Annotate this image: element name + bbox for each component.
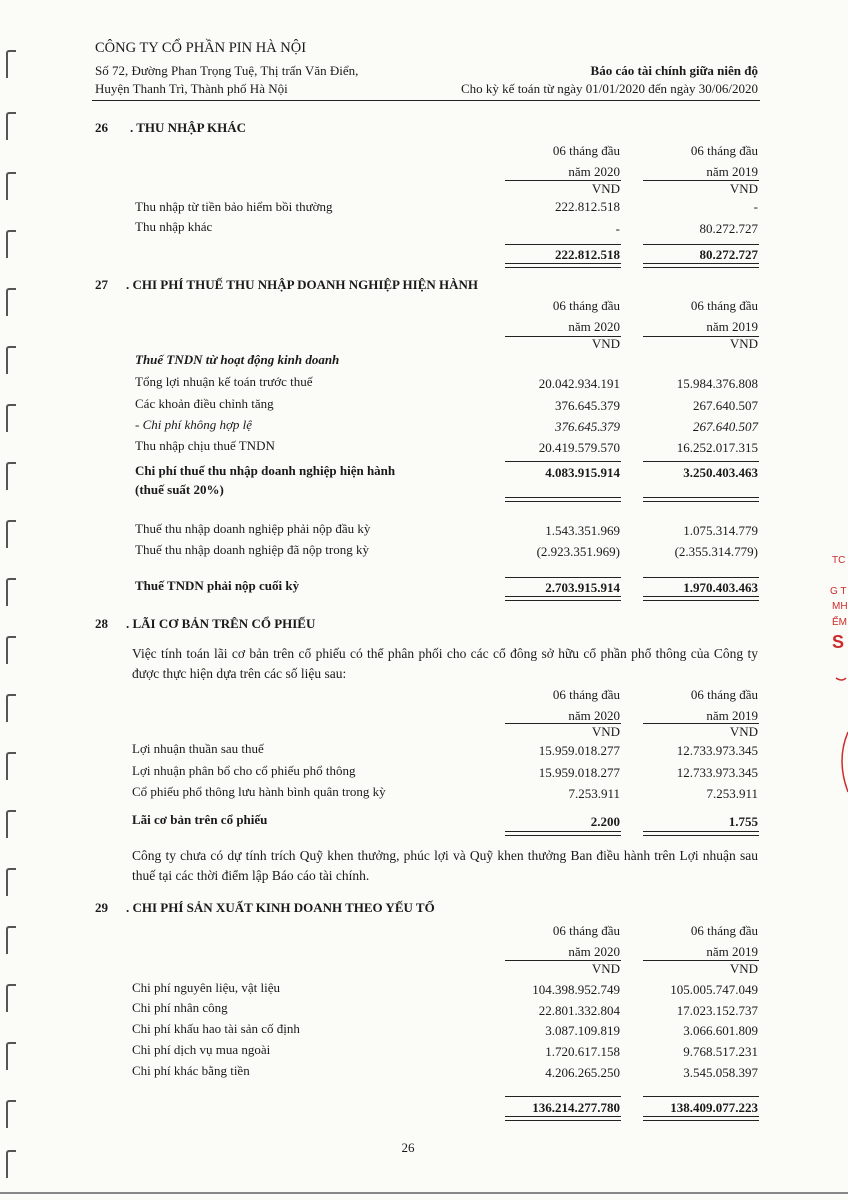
table-cell-2019: 12.733.973.345	[676, 765, 758, 780]
table-cell-2020: 104.398.952.749	[532, 982, 620, 997]
stamp-text: MH	[832, 601, 848, 612]
eps-label: Lãi cơ bản trên cổ phiếu	[132, 812, 268, 827]
unit-label: VND	[591, 181, 620, 196]
double-rule	[643, 596, 759, 601]
col-2019-header: 06 tháng đầu năm 2019	[690, 687, 758, 723]
stamp-text: S	[832, 632, 845, 652]
company-name: CÔNG TY CỔ PHẦN PIN HÀ NỘI	[95, 40, 307, 56]
header-rule	[92, 100, 760, 101]
eps-2020: 2.200	[590, 814, 620, 829]
section-29-title: . CHI PHÍ SẢN XUẤT KINH DOANH THEO YẾU TỐ	[126, 900, 435, 915]
table-row-label: Cổ phiếu phổ thông lưu hành bình quân trong kỳ	[132, 784, 386, 799]
total-rule	[643, 577, 759, 578]
table-cell-2019: 15.984.376.808	[676, 376, 758, 391]
table-row-label: Thuế thu nhập doanh nghiệp phải nộp đầu kỳ	[135, 521, 371, 536]
total-rule	[505, 1096, 621, 1097]
table-cell-2020: 15.959.018.277	[538, 743, 620, 758]
binder-hole	[6, 926, 16, 954]
table-cell-2020: 376.645.379	[555, 419, 620, 434]
unit-label: VND	[729, 181, 758, 196]
table-row-label: Chi phí dịch vụ mua ngoài	[132, 1042, 271, 1057]
table-cell-2019: 7.253.911	[706, 786, 758, 801]
subsection-heading: Thuế TNDN từ hoạt động kinh doanh	[135, 352, 340, 367]
table-row-label: - Chi phí không hợp lệ	[135, 417, 253, 432]
table-cell-2020: 7.253.911	[568, 786, 620, 801]
unit-label: VND	[591, 724, 620, 739]
table-row-label: Thu nhập chịu thuế TNDN	[135, 438, 275, 453]
table-cell-2020: 1.543.351.969	[545, 523, 620, 538]
table-row-label: Thu nhập từ tiền bảo hiểm bồi thường	[135, 199, 333, 214]
table-row-label: Tổng lợi nhuận kế toán trước thuế	[135, 374, 313, 389]
stamp-text: G T	[830, 586, 847, 597]
binder-hole	[6, 810, 16, 838]
total-rule	[505, 244, 621, 245]
table-cell-2020: 4.206.265.250	[545, 1065, 620, 1080]
col-2020-header: 06 tháng đầu năm 2020	[552, 143, 620, 179]
total-rule	[643, 244, 759, 245]
double-rule	[505, 831, 621, 836]
section-27-number: 27	[95, 277, 108, 292]
total-2020: 136.214.277.780	[532, 1100, 620, 1115]
table-cell-2020: 222.812.518	[555, 199, 620, 214]
stamp-text: ẾM	[832, 617, 847, 628]
binder-hole	[6, 230, 16, 258]
col-2019-header: 06 tháng đầu năm 2019	[690, 298, 758, 334]
table-row-label: Chi phí nhân công	[132, 1000, 228, 1015]
table-cell-2020: 20.042.934.191	[538, 376, 620, 391]
table-row-label: Thu nhập khác	[135, 219, 213, 234]
table-cell-2019: 16.252.017.315	[676, 440, 758, 455]
double-rule	[505, 497, 621, 502]
company-address-line1: Số 72, Đường Phan Trọng Tuệ, Thị trấn Văn Điển,	[95, 63, 359, 78]
unit-label: VND	[729, 724, 758, 739]
total-2019: 80.272.727	[699, 247, 758, 262]
table-row-label: Lợi nhuận thuần sau thuế	[132, 741, 264, 756]
table-cell-2020: 22.801.332.804	[538, 1003, 620, 1018]
section-27-title: . CHI PHÍ THUẾ THU NHẬP DOANH NGHIỆP HIỆN HÀNH	[126, 277, 479, 292]
table-cell-2019: 80.272.727	[699, 221, 758, 236]
section-28-number: 28	[95, 616, 108, 631]
cit-label: Chi phí thuế thu nhập doanh nghiệp hiện hành	[135, 463, 396, 478]
binder-hole	[6, 462, 16, 490]
double-rule	[643, 497, 759, 502]
closing-tax-2020: 2.703.915.914	[545, 580, 620, 595]
table-cell-2019: 105.005.747.049	[670, 982, 758, 997]
double-rule	[643, 263, 759, 268]
unit-label: VND	[729, 336, 758, 351]
table-row-label: Chi phí khác bằng tiền	[132, 1063, 250, 1078]
table-cell-2020: -	[615, 221, 620, 236]
total-2019: 138.409.077.223	[670, 1100, 758, 1115]
binder-hole	[6, 868, 16, 896]
table-cell-2019: 12.733.973.345	[676, 743, 758, 758]
table-cell-2020: 1.720.617.158	[545, 1044, 620, 1059]
cit-2019: 3.250.403.463	[683, 465, 758, 480]
double-rule	[505, 1116, 621, 1121]
binder-hole	[6, 404, 16, 432]
binder-hole	[6, 752, 16, 780]
binder-hole	[6, 578, 16, 606]
table-cell-2019: -	[753, 199, 758, 214]
table-cell-2020: 15.959.018.277	[538, 765, 620, 780]
eps-2019: 1.755	[728, 814, 758, 829]
table-cell-2019: 267.640.507	[693, 419, 758, 434]
unit-label: VND	[729, 961, 758, 976]
table-cell-2019: 9.768.517.231	[683, 1044, 758, 1059]
binder-hole	[6, 984, 16, 1012]
total-2020: 222.812.518	[555, 247, 620, 262]
table-row-label: Thuế thu nhập doanh nghiệp đã nộp trong kỳ	[135, 542, 369, 557]
binder-hole	[6, 1100, 16, 1128]
report-title: Báo cáo tài chính giữa niên độ	[590, 63, 758, 78]
table-cell-2020: (2.923.351.969)	[536, 544, 620, 559]
table-cell-2020: 376.645.379	[555, 398, 620, 413]
binder-hole	[6, 50, 16, 78]
total-rule	[505, 577, 621, 578]
col-2020-header: 06 tháng đầu năm 2020	[552, 298, 620, 334]
section-28-note: Công ty chưa có dự tính trích Quỹ khen thưởng, phúc lợi và Quỹ khen thưởng Ban điều hành trên Lợi nhuận sau thuế tại các thời điểm lập Báo cáo tài chính.	[132, 848, 758, 883]
total-rule	[643, 1096, 759, 1097]
table-cell-2020: 3.087.109.819	[545, 1023, 620, 1038]
col-2020-header: 06 tháng đầu năm 2020	[552, 687, 620, 723]
table-row-label: Chi phí khấu hao tài sản cố định	[132, 1021, 300, 1036]
binder-hole	[6, 694, 16, 722]
table-row-label: Chi phí nguyên liệu, vật liệu	[132, 980, 281, 995]
section-28-title: . LÃI CƠ BẢN TRÊN CỔ PHIẾU	[126, 616, 316, 631]
total-rule	[643, 461, 759, 462]
section-26-number: 26	[95, 120, 108, 135]
binder-hole	[6, 520, 16, 548]
binder-hole	[6, 1042, 16, 1070]
col-2019-header: 06 tháng đầu năm 2019	[690, 143, 758, 179]
unit-label: VND	[591, 336, 620, 351]
table-cell-2019: (2.355.314.779)	[674, 544, 758, 559]
table-row-label: Lợi nhuận phân bổ cho cổ phiếu phổ thông	[132, 763, 356, 778]
table-cell-2019: 3.545.058.397	[683, 1065, 758, 1080]
binder-hole	[6, 288, 16, 316]
total-rule	[505, 461, 621, 462]
binder-hole	[6, 112, 16, 140]
stamp-arc	[826, 660, 848, 800]
scan-edge	[0, 1192, 848, 1194]
binder-hole	[6, 1150, 16, 1178]
binder-hole	[6, 172, 16, 200]
company-address-line2: Huyện Thanh Trì, Thành phố Hà Nội	[95, 81, 288, 96]
cit-2020: 4.083.915.914	[545, 465, 620, 480]
binder-hole	[6, 636, 16, 664]
stamp-text: TC	[832, 555, 846, 566]
section-29-number: 29	[95, 900, 108, 915]
table-cell-2019: 3.066.601.809	[683, 1023, 758, 1038]
col-2020-header: 06 tháng đầu năm 2020	[552, 923, 620, 959]
table-cell-2019: 1.075.314.779	[683, 523, 758, 538]
report-period: Cho kỳ kế toán từ ngày 01/01/2020 đến ngày 30/06/2020	[461, 81, 758, 96]
section-28-intro: Việc tính toán lãi cơ bản trên cổ phiếu có thể phân phối cho các cổ đông sở hữu cổ phần phổ thông của Công ty được thực hiện dựa trên các số liệu sau:	[132, 646, 758, 681]
binder-hole	[6, 346, 16, 374]
section-26-title: . THU NHẬP KHÁC	[130, 120, 247, 135]
double-rule	[643, 1116, 759, 1121]
double-rule	[505, 596, 621, 601]
unit-label: VND	[591, 961, 620, 976]
page-number: 26	[401, 1140, 415, 1155]
double-rule	[505, 263, 621, 268]
table-cell-2020: 20.419.579.570	[538, 440, 620, 455]
double-rule	[643, 831, 759, 836]
closing-tax-label: Thuế TNDN phải nộp cuối kỳ	[135, 578, 300, 593]
closing-tax-2019: 1.970.403.463	[683, 580, 758, 595]
col-2019-header: 06 tháng đầu năm 2019	[690, 923, 758, 959]
table-cell-2019: 17.023.152.737	[676, 1003, 758, 1018]
cit-rate-label: (thuế suất 20%)	[135, 482, 224, 497]
table-row-label: Các khoản điều chỉnh tăng	[135, 396, 274, 411]
table-cell-2019: 267.640.507	[693, 398, 758, 413]
